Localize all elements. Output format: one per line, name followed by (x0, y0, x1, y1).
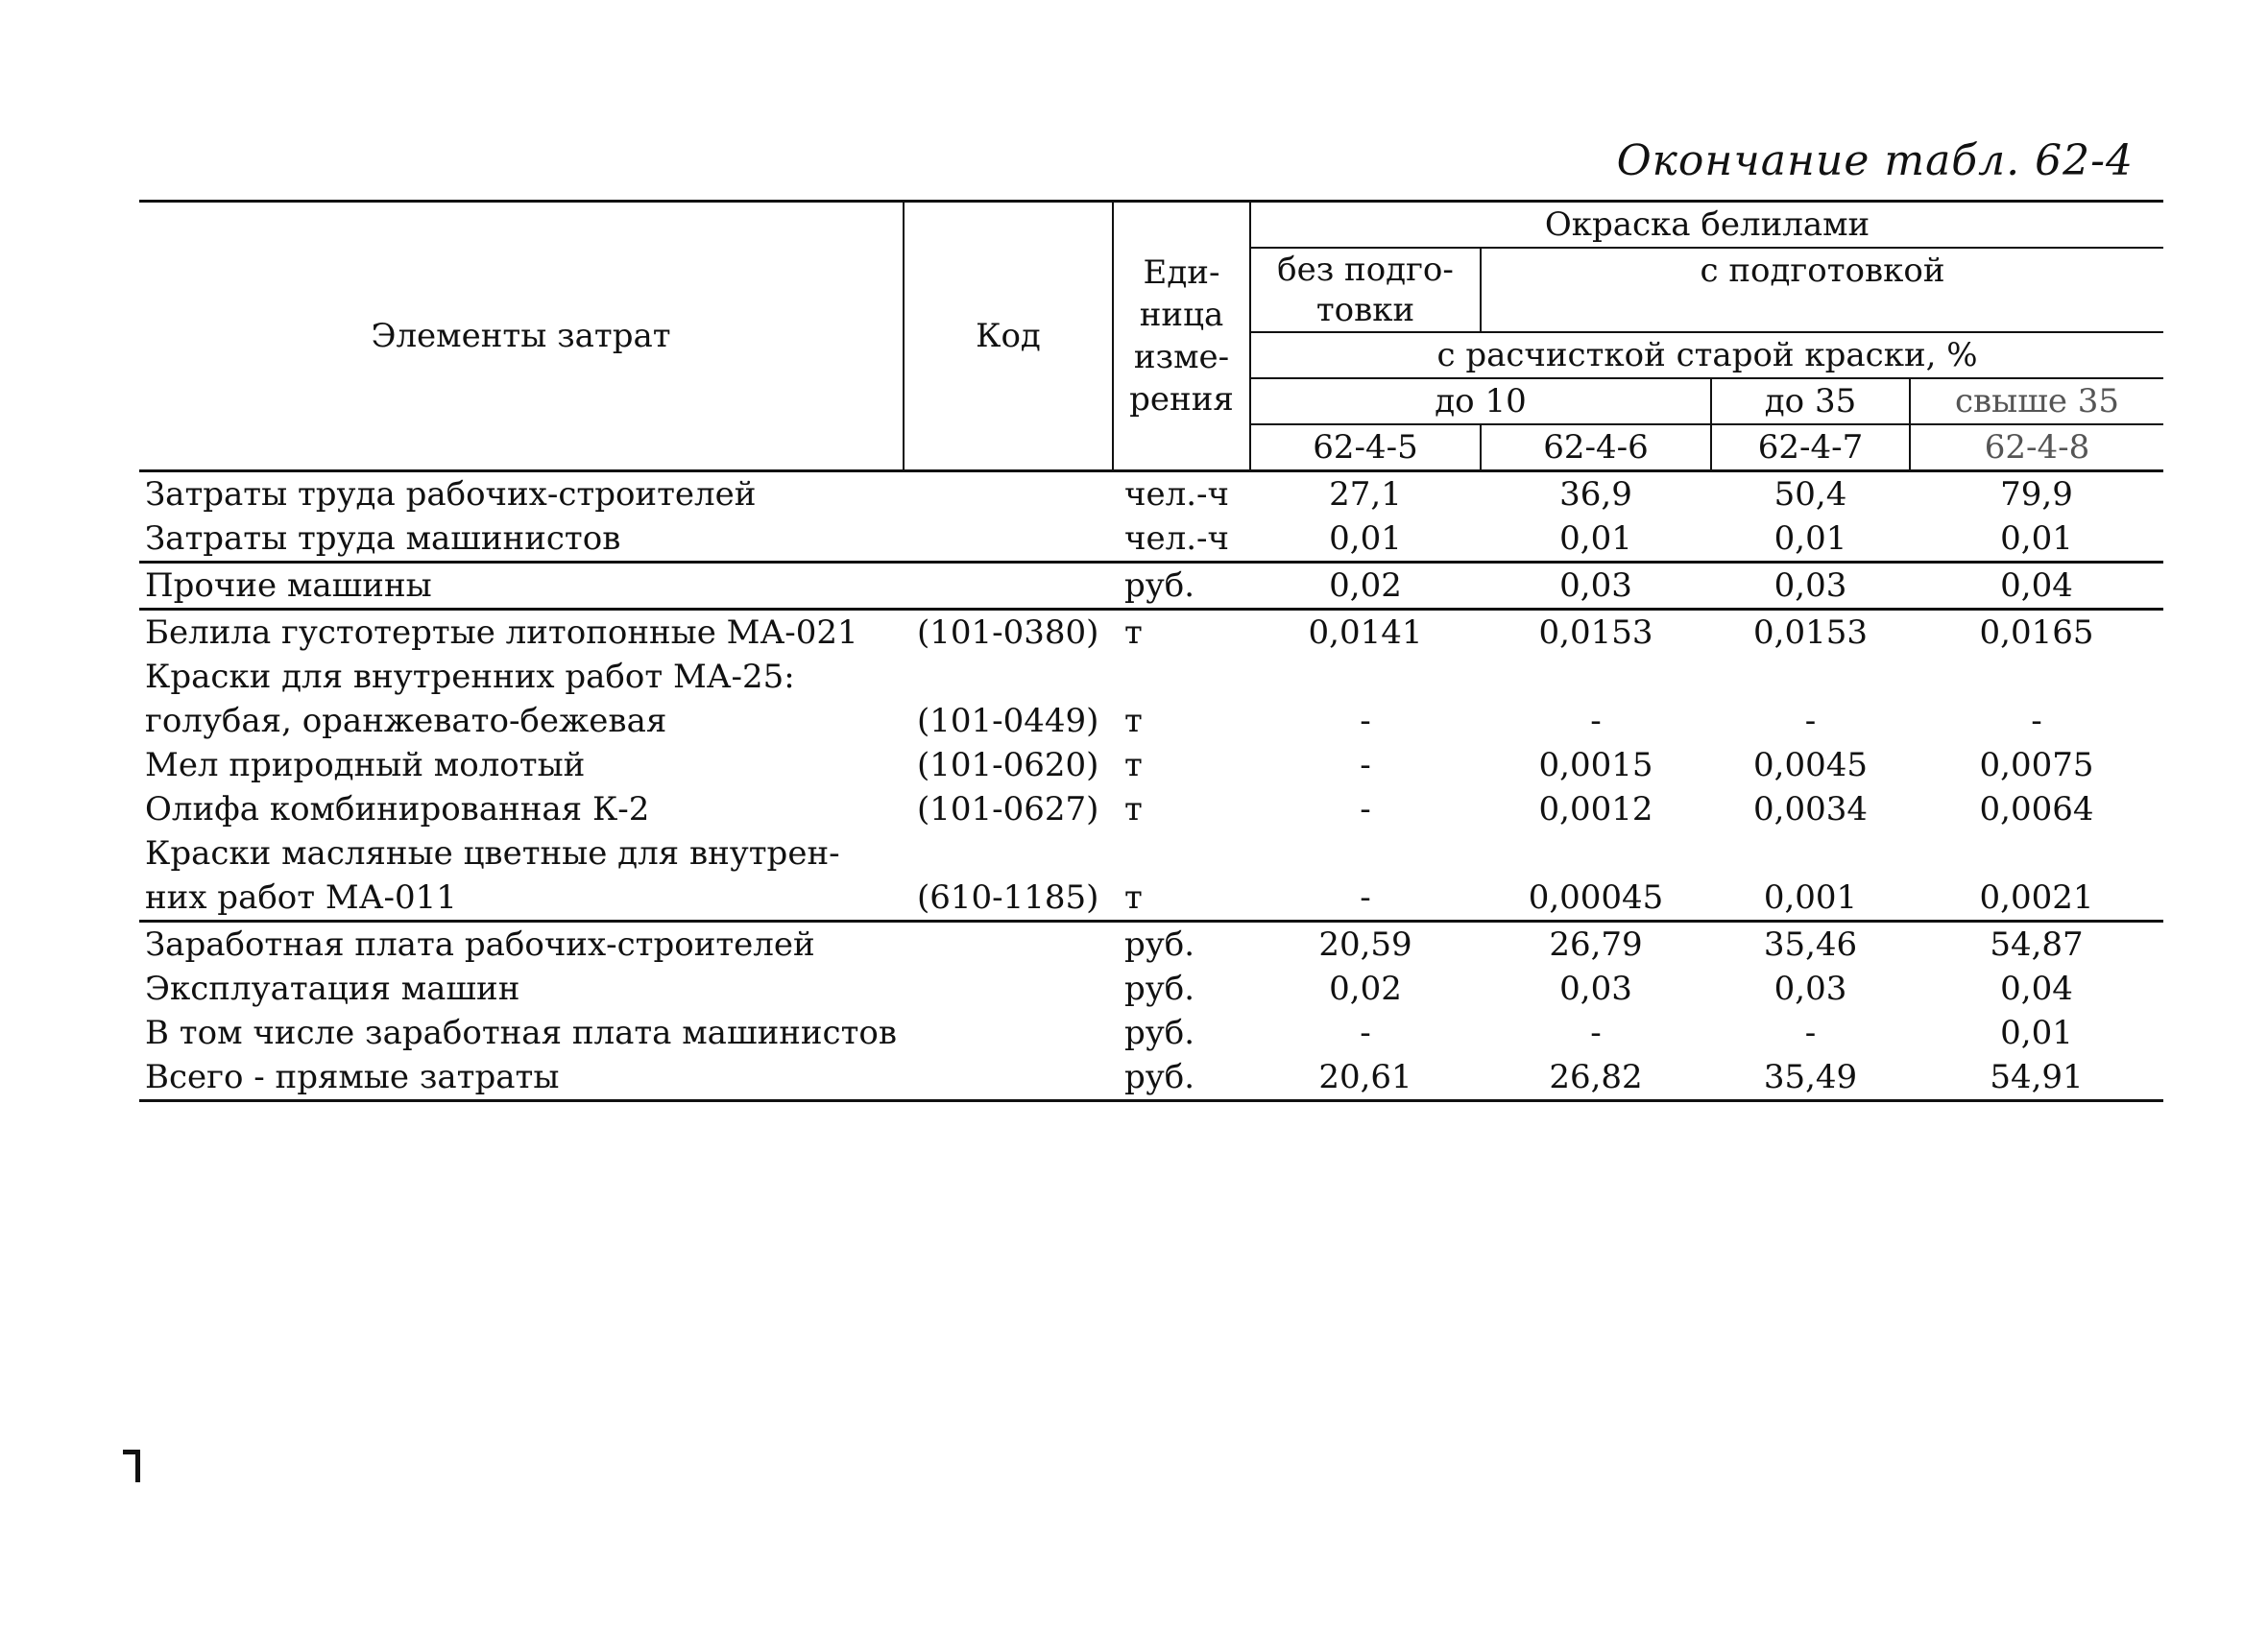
table-header (139, 202, 2163, 471)
header-rate-code: 62-4-8 (1910, 424, 2163, 471)
row-value: - (1804, 702, 1817, 740)
row-name: Всего - прямые затраты (139, 1055, 904, 1101)
row-value (1250, 831, 1481, 876)
table-row (139, 610, 2163, 656)
row-name: голубая, оранжевато-бежевая (145, 702, 667, 740)
row-value: 0,04 (2000, 970, 2073, 1008)
row-value: 0,01 (2000, 1014, 2073, 1052)
table-row (139, 1055, 2163, 1101)
row-value: 0,0165 (1910, 610, 2163, 656)
header-rate-code: 62-4-6 (1481, 424, 1711, 471)
table-row (139, 471, 2163, 517)
row-unit (1113, 831, 1250, 876)
row-unit: руб. (1113, 922, 1250, 968)
row-name: Мел природный молотый (145, 746, 586, 784)
row-value: 26,79 (1481, 922, 1711, 968)
row-value: - (1360, 790, 1371, 829)
row-value: 0,001 (1763, 878, 1858, 917)
row-value: 54,87 (1910, 922, 2163, 968)
header-no-prep-line: товки (1315, 291, 1415, 329)
header-unit-line: Еди- (1143, 253, 1220, 292)
row-name: Затраты труда машинистов (145, 519, 621, 558)
row-value: 35,46 (1711, 922, 1910, 968)
row-value: 0,0064 (1979, 790, 2094, 829)
table-row (139, 922, 2163, 968)
header-unit-line: ница (1139, 296, 1224, 334)
row-unit: т (1124, 746, 1143, 784)
row-value: 54,91 (1910, 1055, 2163, 1101)
row-unit: руб. (1113, 1055, 1250, 1101)
row-name: Затраты труда рабочих-строителей (145, 475, 757, 514)
row-value: 0,01 (2000, 519, 2073, 558)
table-row (139, 787, 2163, 831)
row-value: 0,0075 (1979, 746, 2094, 784)
row-code: (101-0620) (917, 746, 1099, 784)
row-value: - (1590, 1014, 1602, 1052)
row-name: Эксплуатация машин (145, 970, 520, 1008)
row-value: 0,0153 (1711, 610, 1910, 656)
header-elements: Элементы затрат (139, 202, 904, 471)
row-value: - (1590, 702, 1602, 740)
row-value: 0,02 (1329, 970, 1402, 1008)
row-value: 36,9 (1559, 475, 1632, 514)
row-name: В том числе заработная плата машинистов (145, 1014, 898, 1052)
table-row (139, 876, 2163, 922)
page-corner-mark (123, 1450, 140, 1482)
row-value: 0,01 (1329, 519, 1402, 558)
row-code (904, 967, 1113, 1011)
row-value: 20,59 (1250, 922, 1481, 968)
row-code (904, 1055, 1113, 1101)
row-value: - (1360, 702, 1371, 740)
row-code: (101-0380) (904, 610, 1113, 656)
row-value (1481, 831, 1711, 876)
table-row (139, 831, 2163, 876)
row-value: 0,03 (1481, 563, 1711, 610)
row-code: (101-0627) (917, 790, 1099, 829)
row-value: 35,49 (1711, 1055, 1910, 1101)
row-value (1250, 655, 1481, 699)
row-unit: т (1113, 610, 1250, 656)
row-value: 79,9 (2000, 475, 2073, 514)
header-range: до 35 (1711, 378, 1910, 424)
row-value: 0,0153 (1481, 610, 1711, 656)
row-code (904, 922, 1113, 968)
row-value: 20,61 (1250, 1055, 1481, 1101)
row-value: 0,03 (1773, 970, 1847, 1008)
row-unit: т (1124, 702, 1143, 740)
header-with-prep: с подготовкой (1481, 248, 2163, 332)
row-code (904, 655, 1113, 699)
row-value: 0,03 (1711, 563, 1910, 610)
row-unit: руб. (1124, 1014, 1195, 1052)
row-value: 0,00045 (1528, 878, 1664, 917)
row-value: 0,01 (1773, 519, 1847, 558)
header-unit-line: изме- (1133, 338, 1230, 376)
row-value (1910, 655, 2163, 699)
header-unit (1113, 202, 1250, 471)
row-value: 0,01 (1559, 519, 1632, 558)
row-code (904, 516, 1113, 563)
row-value: - (2031, 702, 2042, 740)
table-row (139, 967, 2163, 1011)
row-value: 0,02 (1250, 563, 1481, 610)
header-no-prep-line: без подго- (1277, 251, 1454, 289)
row-unit: т (1124, 790, 1143, 829)
table-row (139, 655, 2163, 699)
table-row (139, 563, 2163, 610)
row-value (1481, 655, 1711, 699)
row-code (904, 563, 1113, 610)
table-row (139, 1011, 2163, 1055)
row-unit: чел.-ч (1124, 475, 1229, 514)
cost-table (139, 200, 2163, 1102)
table-row (139, 743, 2163, 787)
row-value (1910, 831, 2163, 876)
header-code: Код (904, 202, 1113, 471)
row-name: Прочие машины (139, 563, 904, 610)
row-unit: руб. (1124, 970, 1195, 1008)
header-rate-code: 62-4-5 (1250, 424, 1481, 471)
header-range: свыше 35 (1910, 378, 2163, 424)
row-name: Олифа комбинированная К-2 (145, 790, 650, 829)
row-value (1711, 655, 1910, 699)
row-value: 0,0141 (1250, 610, 1481, 656)
row-value: 0,0015 (1538, 746, 1653, 784)
row-name: Краски масляные цветные для внутрен- (145, 834, 840, 873)
row-value: - (1360, 878, 1371, 917)
row-value: 0,0021 (1979, 878, 2094, 917)
row-value: 50,4 (1773, 475, 1847, 514)
row-value: - (1360, 1014, 1371, 1052)
row-code: (101-0449) (917, 702, 1099, 740)
row-code: (610-1185) (917, 878, 1099, 917)
header-cleaning: с расчисткой старой краски, % (1250, 332, 2163, 378)
row-value: - (1804, 1014, 1817, 1052)
header-rate-code: 62-4-7 (1711, 424, 1910, 471)
row-value: 0,04 (1910, 563, 2163, 610)
row-value (1711, 831, 1910, 876)
row-value: 0,0034 (1753, 790, 1868, 829)
header-no-prep (1250, 248, 1481, 332)
row-name: Краски для внутренних работ МА-25: (145, 658, 795, 696)
table-row (139, 516, 2163, 563)
header-range: до 10 (1250, 378, 1711, 424)
table-row (139, 699, 2163, 743)
row-unit: чел.-ч (1124, 519, 1229, 558)
row-value: - (1360, 746, 1371, 784)
row-unit: руб. (1113, 563, 1250, 610)
row-value: 27,1 (1329, 475, 1402, 514)
row-unit (1113, 655, 1250, 699)
row-value: 0,0045 (1753, 746, 1868, 784)
header-group: Окраска белилами (1250, 202, 2163, 249)
row-value: 0,0012 (1538, 790, 1653, 829)
row-code (904, 1011, 1113, 1055)
row-code (904, 831, 1113, 876)
row-name: Заработная плата рабочих-строителей (139, 922, 904, 968)
row-unit: т (1124, 878, 1143, 917)
table-body (139, 471, 2163, 1101)
row-value: 0,03 (1559, 970, 1632, 1008)
row-name: них работ МА-011 (145, 878, 457, 917)
table-caption: Окончание табл. 62-4 (1616, 136, 2134, 185)
row-value: 26,82 (1481, 1055, 1711, 1101)
row-code (904, 471, 1113, 517)
header-unit-line: рения (1129, 380, 1234, 419)
row-name: Белила густотертые литопонные МА-021 (139, 610, 904, 656)
